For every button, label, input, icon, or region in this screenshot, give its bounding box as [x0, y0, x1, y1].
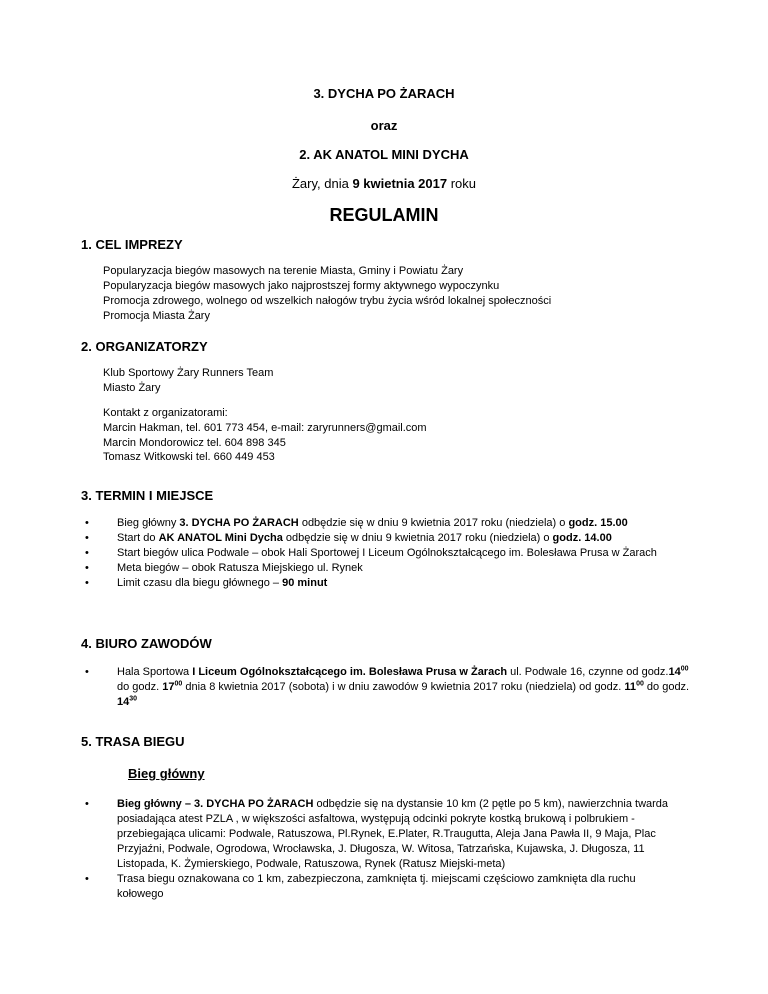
- contact-1: Marcin Hakman, tel. 601 773 454, e-mail: zaryrunners@gmail.com: [103, 422, 427, 434]
- list-item: • Hala Sportowa I Liceum Ogólnokształcącego im. Bolesława Prusa w Żarach ul. Podwale 16, czynne od $godz.14^{00}$ do godz. $17^{00}$ dnia 8 kwietnia 2017 (sobota) i w dniu zawodów 9 kwietnia 2017 roku (niedziela) od godz. $11^{00}$ do godz. $14^{30}$: [85, 665, 690, 710]
- contact-label: Kontakt z organizatorami:: [103, 407, 228, 419]
- organizer-2: Miasto Żary: [103, 382, 161, 394]
- event-title-2: 2. AK ANATOL MINI DYCHA: [299, 147, 469, 162]
- contact-2: Marcin Mondorowicz tel. 604 898 345: [103, 437, 286, 449]
- section-4-heading: 4. BIURO ZAWODÓW: [81, 636, 212, 651]
- conjunction: oraz: [370, 118, 398, 133]
- event-title: 3. DYCHA PO ŻARACH: [313, 86, 455, 101]
- schedule-list: [85, 516, 675, 591]
- list-item: • Trasa biegu oznakowana co 1 km, zabezpieczona, zamknięta tj. miejscami częściowo zamknięta dla ruchu kołowego: [85, 872, 685, 902]
- goal-line-3: Promocja zdrowego, wolnego od wszelkich nałogów trybu życia wśród lokalnej społeczności: [103, 295, 552, 307]
- office-list: [85, 665, 690, 710]
- list-item: • Limit czasu dla biegu głównego – 90 minut: [85, 576, 675, 591]
- section-1-heading: 1. CEL IMPREZY: [81, 237, 183, 252]
- list-item: • Start biegów ulica Podwale – obok Hali Sportowej I Liceum Ogólnokształcącego im. Bolesława Prusa w Żarach: [85, 546, 657, 561]
- place-date-line: Żary, dnia 9 kwietnia 2017 roku: [291, 176, 477, 191]
- goal-line-2: Popularyzacja biegów masowych jako najprostszej formy aktywnego wypoczynku: [103, 280, 500, 292]
- list-item: • Bieg główny 3. DYCHA PO ŻARACH odbędzie się w dniu 9 kwietnia 2017 roku (niedziela) o godz. 15.00: [85, 516, 675, 531]
- route-list: [85, 797, 685, 902]
- contact-3: Tomasz Witkowski tel. 660 449 453: [103, 451, 275, 463]
- regulamin-heading: REGULAMIN: [329, 205, 439, 225]
- list-item: • Bieg główny – 3. DYCHA PO ŻARACH odbędzie się na dystansie 10 km (2 pętle po 5 km), nawierzchnia twarda posiadająca atest PZLA , w większości asfaltowa, występują odcinki pokryte kostką brukową i polbrukiem - przebiegająca ulicami: Podwale, Ratuszowa, Pl.Rynek, E.Plater, R.Traugutta, Aleja Jana Pawła II, 9 Maja, Plac Przyjaźni, Podwale, Ogrodowa, Wrocławska, J. Długosza, W. Witosa, Tatrzańska, Kujawska, J. Długosza, 11 Listopada, K. Żymierskiego, Podwale, Ratuszowa, Rynek (Ratusz Miejski-meta): [85, 797, 685, 872]
- section-5-heading: 5. TRASA BIEGU: [81, 734, 185, 749]
- section-2-heading: 2. ORGANIZATORZY: [81, 339, 208, 354]
- list-item: • Start do AK ANATOL Mini Dycha odbędzie się w dniu 9 kwietnia 2017 roku (niedziela) o godz. 14.00: [85, 531, 675, 546]
- goal-line-4: Promocja Miasta Żary: [103, 310, 210, 322]
- main-run-subheading: Bieg główny: [128, 766, 205, 781]
- list-item: • Meta biegów – obok Ratusza Miejskiego ul. Rynek: [85, 561, 675, 576]
- section-3-heading: 3. TERMIN I MIEJSCE: [81, 488, 214, 503]
- goal-line-1: Popularyzacja biegów masowych na terenie Miasta, Gminy i Powiatu Żary: [103, 265, 464, 277]
- organizer-1: Klub Sportowy Żary Runners Team: [103, 367, 274, 379]
